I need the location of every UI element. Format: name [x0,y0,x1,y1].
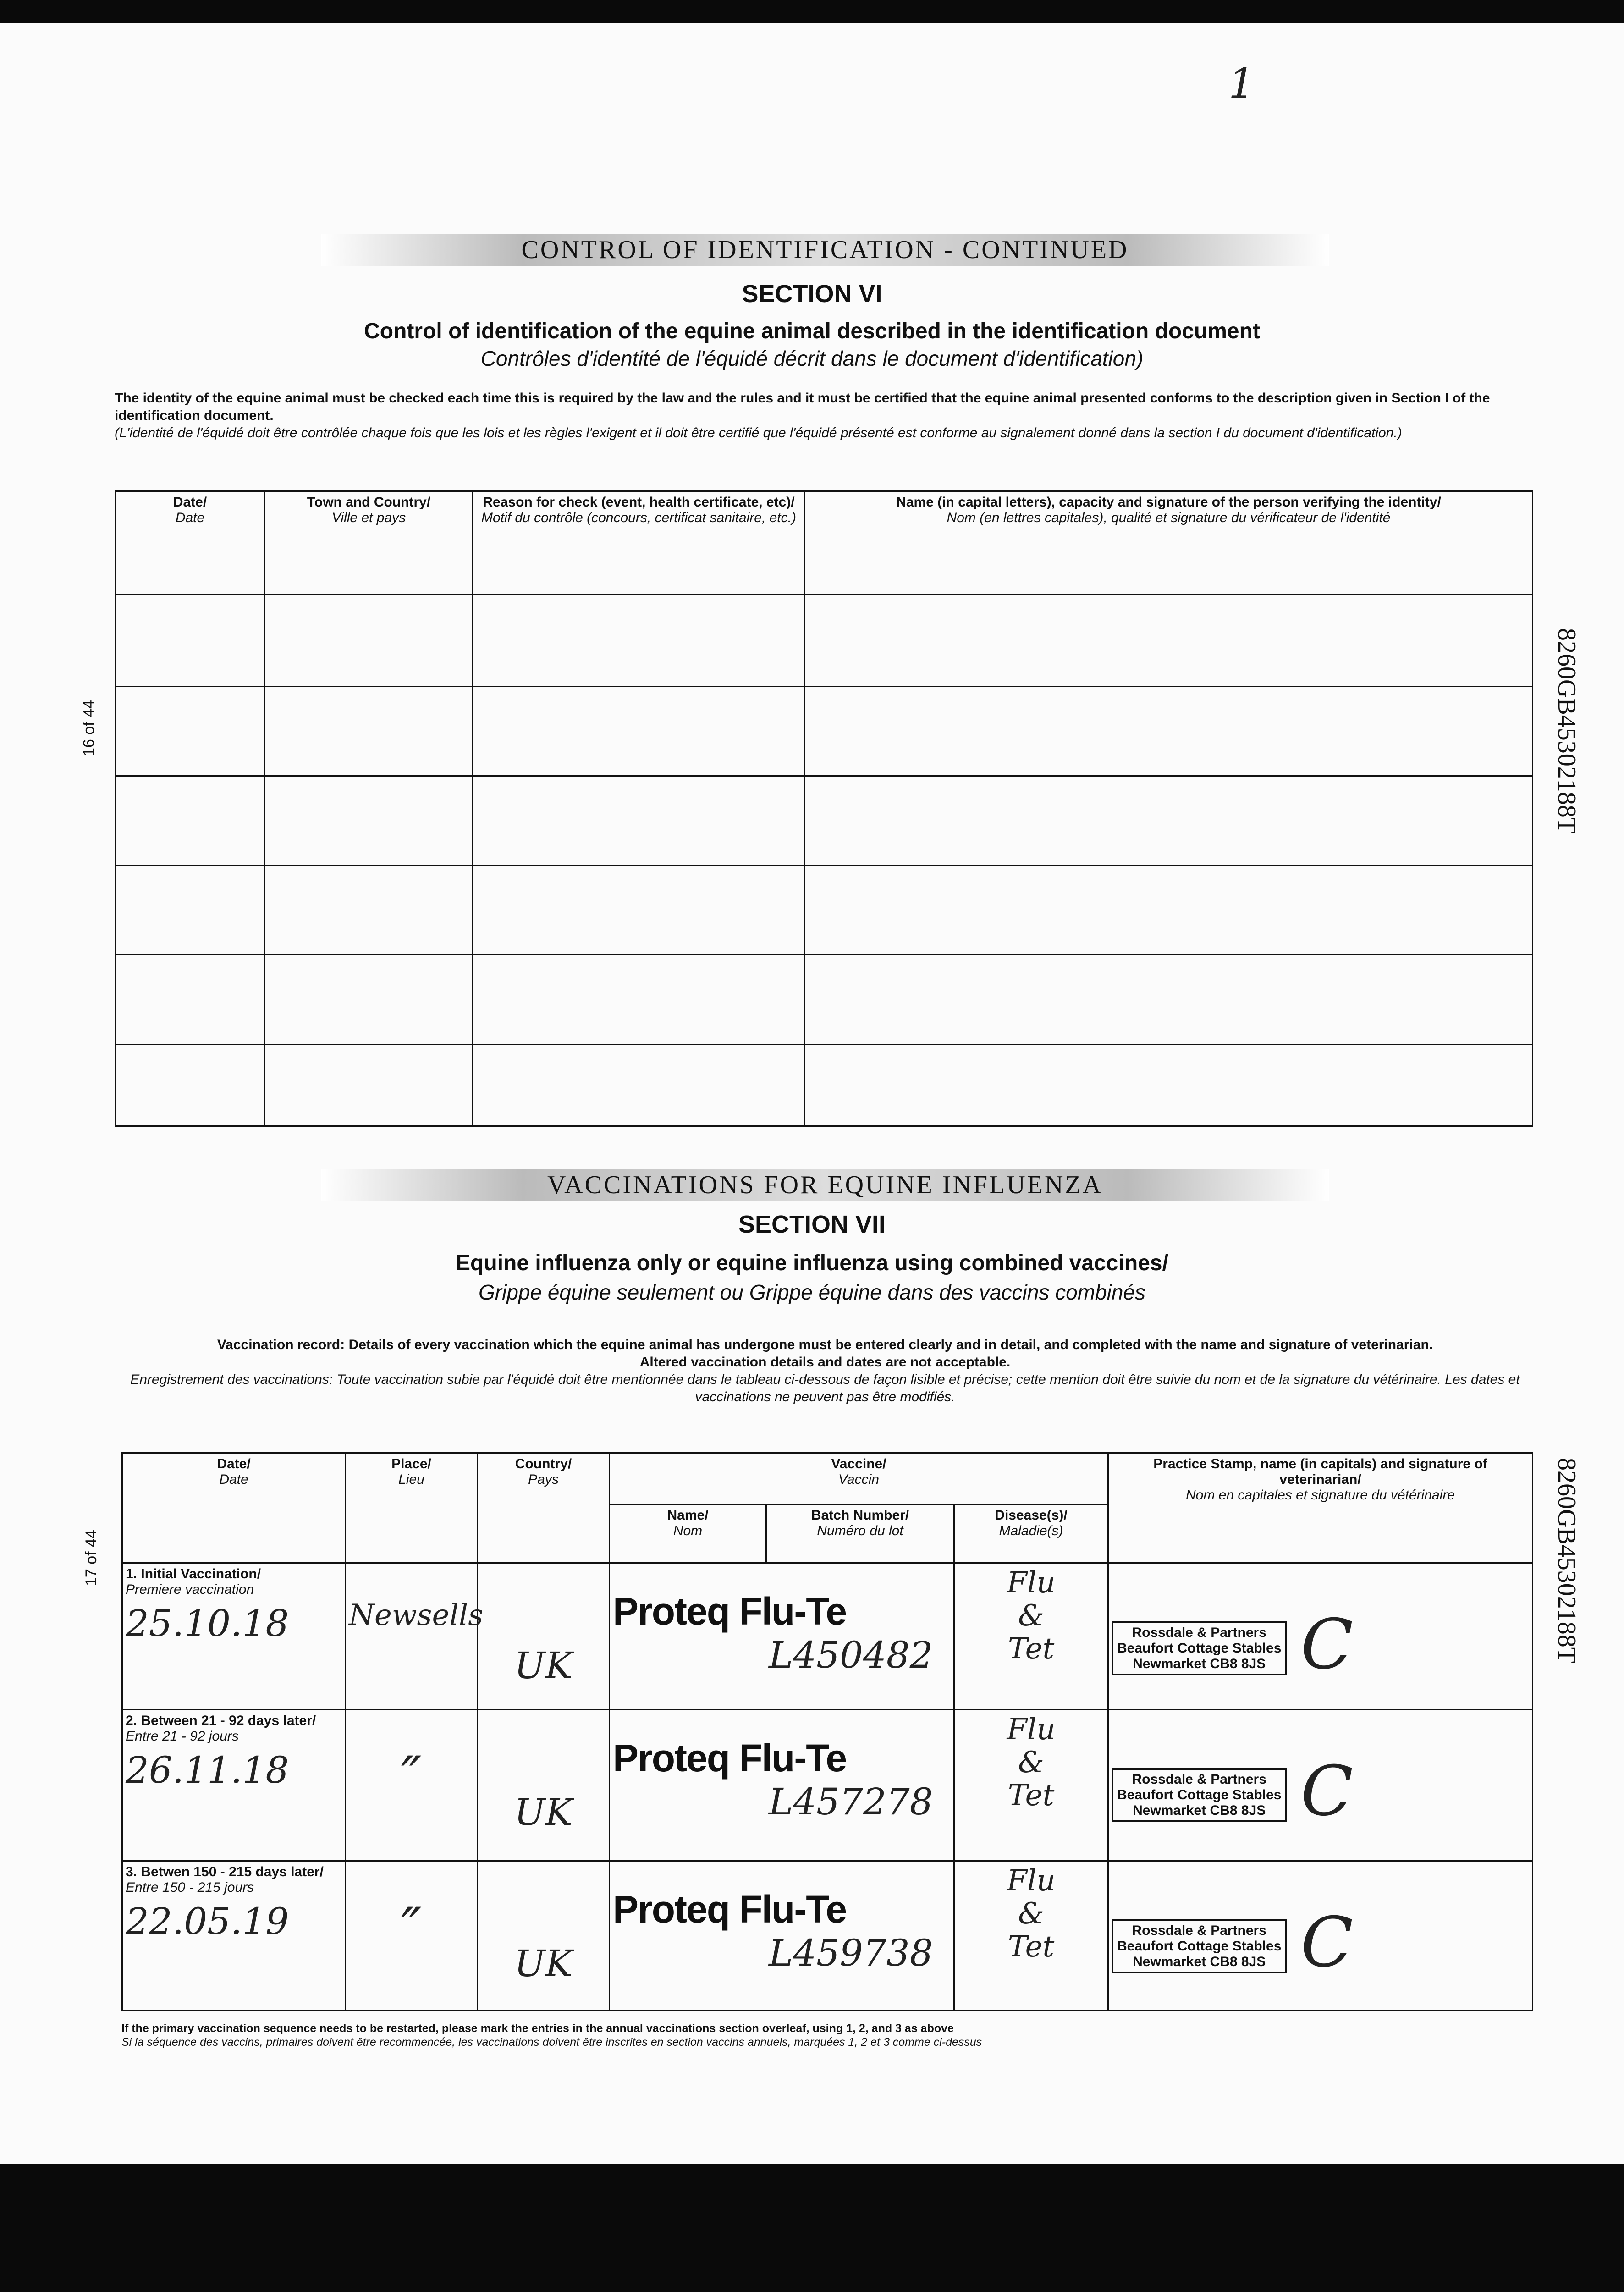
row-label: 1. Initial Vaccination/ [126,1566,261,1581]
vaccination-date: 22.05.19 [126,1900,289,1943]
practice-stamp: Rossdale & Partners Beaufort Cottage Stables Newmarket CB8 8JS [1112,1919,1287,1973]
row-country-cell[interactable] [478,1563,610,1710]
disease-tet: Tet [1007,1930,1055,1964]
col-batch: Batch Number/ Numéro du lot [766,1504,954,1563]
col-country: Country/ Pays [478,1453,610,1563]
footnote [121,2022,982,2049]
vaccination-place: ″ [401,1896,422,1960]
col-name: Name (in capital letters), capacity and signature of the person verifying the identity/ Nom (en lettres capitales), qualité et signature du vérificateur de l'identité [805,491,1533,595]
col-date: Date/ Date [116,491,265,595]
col-place: Place/ Lieu [346,1453,478,1563]
row-date-cell[interactable] [122,1563,346,1710]
scan-top-border [0,0,1624,23]
vaccination-country: UK [514,1942,573,1985]
table-row[interactable] [116,687,1533,776]
disease-flu: Flu [1007,1864,1056,1898]
section7-title-fr: Grippe équine seulement ou Grippe équine dans des vaccins combinés [479,1280,1145,1304]
section6-label: SECTION VI [742,280,882,308]
section6-banner: CONTROL OF IDENTIFICATION - CONTINUED [321,234,1329,266]
vaccine-name: Proteq Flu-Te [613,1888,847,1931]
row-disease-cell[interactable] [954,1563,1108,1710]
table-row[interactable] [116,866,1533,955]
disease-tet: Tet [1007,1779,1055,1813]
vaccine-name: Proteq Flu-Te [613,1736,847,1780]
batch-number: L450482 [769,1634,933,1676]
disease-and: & [1018,1599,1044,1633]
disease-tet: Tet [1007,1632,1055,1666]
row-stamp-cell[interactable] [1108,1563,1533,1710]
row-country-cell[interactable] [478,1710,610,1861]
footnote-fr: Si la séquence des vaccins, primaires doivent être recommencée, les vaccinations doivent être inscrites en section vaccins annuels, marquées 1, 2 et 3 comme ci-dessus [121,2036,982,2049]
row-vaccine-cell[interactable] [610,1563,954,1710]
row-label-fr: Premiere vaccination [126,1582,254,1597]
vaccine-name: Proteq Flu-Te [613,1590,847,1633]
table-row[interactable] [116,955,1533,1045]
veterinarian-signature: C [1300,1752,1354,1831]
vaccination-country: UK [514,1644,573,1687]
vaccination-row[interactable] [122,1563,1533,1710]
row-label-fr: Entre 150 - 215 jours [126,1880,254,1895]
row-label-fr: Entre 21 - 92 jours [126,1729,239,1744]
row-stamp-cell[interactable] [1108,1861,1533,2011]
vaccination-record-note [119,1336,1531,1406]
vaccination-row[interactable] [122,1861,1533,2011]
col-vaccine-name: Name/ Nom [610,1504,766,1563]
veterinarian-signature: C [1300,1903,1354,1983]
vaccination-row[interactable] [122,1710,1533,1861]
vaccination-table [121,1452,1533,2011]
footnote-en: If the primary vaccination sequence needs to be restarted, please mark the entries in the annual vaccinations section overleaf, using 1, 2, and 3 as above [121,2022,954,2035]
scan-bottom-border [0,2164,1624,2292]
batch-number: L457278 [769,1780,933,1823]
row-vaccine-cell[interactable] [610,1710,954,1861]
section7-banner: VACCINATIONS FOR EQUINE INFLUENZA [321,1169,1329,1201]
batch-number: L459738 [769,1932,933,1974]
veterinarian-signature: C [1300,1605,1354,1685]
row-label: 2. Between 21 - 92 days later/ [126,1713,316,1728]
col-vaccine: Vaccine/ Vaccin [610,1453,1108,1504]
intro-en: The identity of the equine animal must be checked each time this is required by the law and the rules and it must be certified that the equine animal presented conforms to the description given in Section I of the identification document. [115,391,1490,423]
row-disease-cell[interactable] [954,1710,1108,1861]
identity-check-table [115,490,1533,1127]
col-date: Date/ Date [122,1453,346,1563]
intro-fr: (L'identité de l'équidé doit être contrôlée chaque fois que les lois et les règles l'exigent et il doit être certifié que l'équidé présenté est conforme au signalement donné dans la section I du document d'identification.) [115,425,1402,441]
record-en: Vaccination record: Details of every vaccination which the equine animal has undergone must be entered clearly and in detail, and completed with the name and signature of veterinarian. [217,1337,1433,1352]
table-row[interactable] [116,595,1533,687]
col-reason: Reason for check (event, health certificate, etc)/ Motif du contrôle (concours, certificat sanitaire, etc.) [473,491,805,595]
col-stamp: Practice Stamp, name (in capitals) and signature of veterinarian/ Nom en capitales et signature du vétérinaire [1108,1453,1533,1563]
row-vaccine-cell[interactable] [610,1861,954,2011]
section7-label: SECTION VII [738,1211,886,1238]
section7-side-code: 8260GB45302188T [1552,1458,1581,1663]
disease-and: & [1018,1746,1044,1780]
section6-title-fr: Contrôles d'identité de l'équidé décrit dans le document d'identification) [480,347,1144,370]
row-disease-cell[interactable] [954,1861,1108,2011]
vaccination-country: UK [514,1791,573,1834]
section7-title: Equine influenza only or equine influenza using combined vaccines/ [456,1251,1168,1275]
table-row[interactable] [116,776,1533,866]
row-place-cell[interactable] [346,1563,484,1710]
record-en-2: Altered vaccination details and dates are not acceptable. [639,1355,1011,1370]
section6-side-code: 8260GB45302188T [1552,628,1581,833]
row-date-cell[interactable] [122,1710,346,1861]
vaccination-place: ″ [401,1745,422,1809]
disease-and: & [1018,1897,1044,1931]
handwritten-page-mark: 1 [1228,60,1255,108]
table-row[interactable] [116,1045,1533,1126]
row-label: 3. Betwen 150 - 215 days later/ [126,1864,324,1879]
vaccination-place: Newsells [349,1598,484,1632]
disease-flu: Flu [1007,1566,1056,1600]
row-country-cell[interactable] [478,1861,610,2011]
row-place-cell[interactable] [346,1861,478,2011]
section7-page-number: 17 of 44 [83,1530,100,1586]
row-place-cell[interactable] [346,1710,478,1861]
practice-stamp: Rossdale & Partners Beaufort Cottage Stables Newmarket CB8 8JS [1112,1621,1287,1675]
record-fr: Enregistrement des vaccinations: Toute vaccination subie par l'équidé doit être mentionnée dans le tableau ci-dessous de façon lisible et précise; cette mention doit être suivie du nom et de la signature du vétérinaire. Les dates et vaccinations ne peuvent pas être modifiés. [130,1372,1520,1405]
section6-intro [115,390,1536,442]
section6-title: Control of identification of the equine animal described in the identification document [364,319,1260,343]
vaccination-date: 25.10.18 [126,1602,289,1645]
row-stamp-cell[interactable] [1108,1710,1533,1861]
col-disease: Disease(s)/ Maladie(s) [954,1504,1108,1563]
section6-page-number: 16 of 44 [80,700,98,756]
practice-stamp: Rossdale & Partners Beaufort Cottage Stables Newmarket CB8 8JS [1112,1768,1287,1822]
vaccination-date: 26.11.18 [126,1749,289,1791]
disease-flu: Flu [1007,1713,1056,1747]
col-town: Town and Country/ Ville et pays [265,491,473,595]
row-date-cell[interactable] [122,1861,346,2011]
